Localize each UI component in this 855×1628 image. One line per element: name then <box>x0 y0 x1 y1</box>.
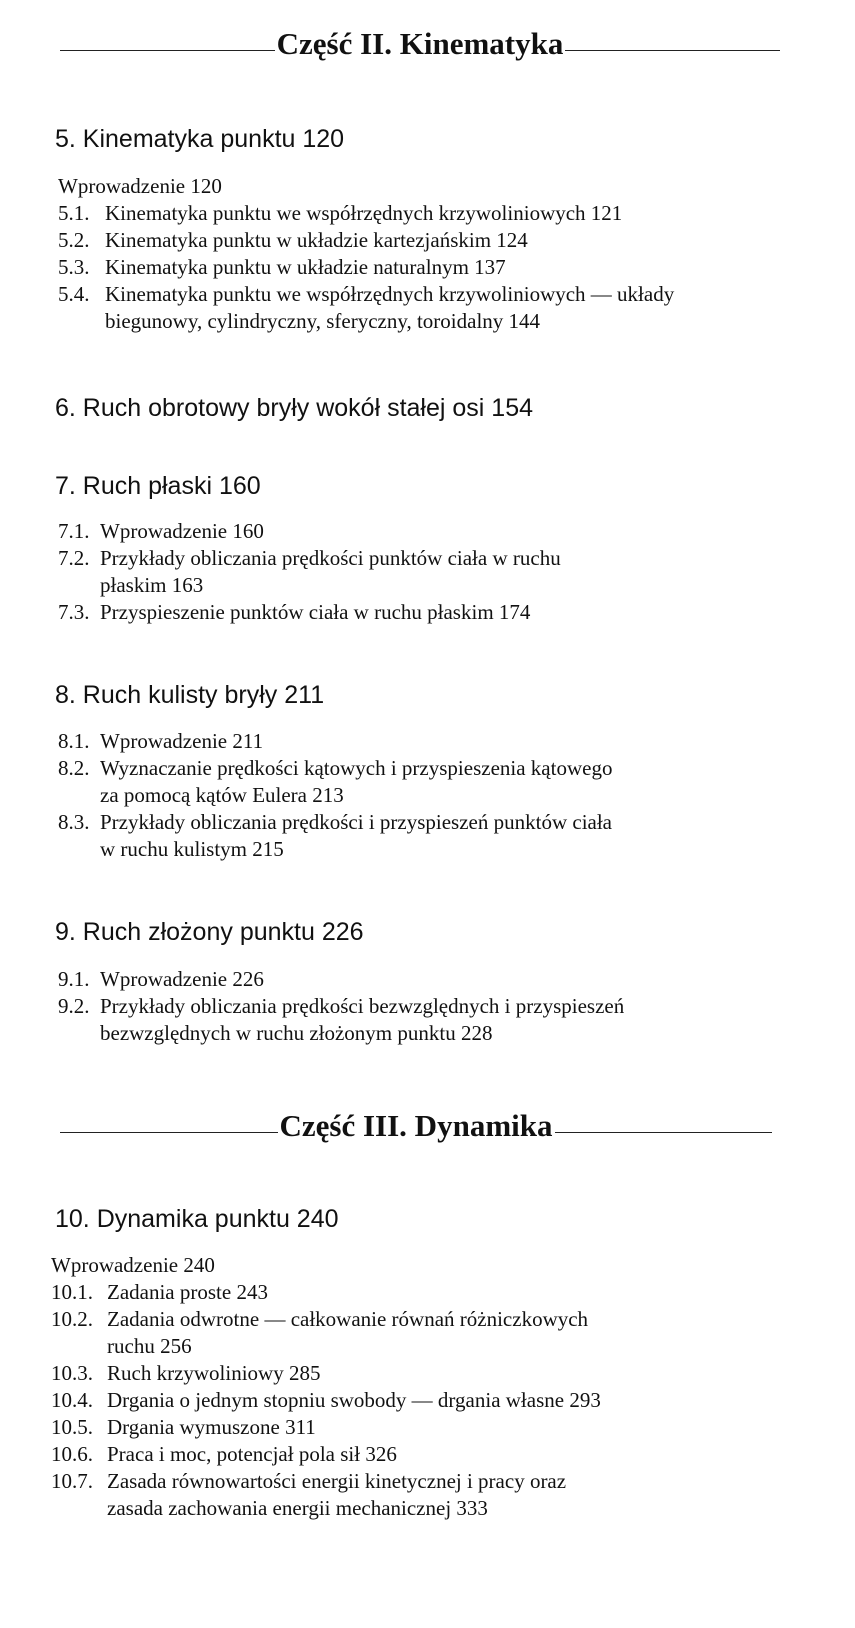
heading-rule-left <box>60 50 275 51</box>
entry-text: Przykłady obliczania prędkości punktów ciała w ruchu <box>100 546 561 570</box>
entry-text: Drgania wymuszone 311 <box>107 1415 316 1439</box>
entry-number: 10.7. <box>51 1469 93 1493</box>
entry-text: Przyspieszenie punktów ciała w ruchu płaskim 174 <box>100 600 531 624</box>
entry-number: 10.2. <box>51 1307 93 1331</box>
entry-text-wrap <box>107 1468 821 1522</box>
chapter-title: 8. Ruch kulisty bryły 211 <box>55 681 325 709</box>
toc-entry <box>58 993 818 1047</box>
entry-number: 8.1. <box>58 729 90 753</box>
entry-text-continued: bezwzględnych w ruchu złożonym punktu 228 <box>100 1021 493 1045</box>
entry-text: Przykłady obliczania prędkości i przyspieszeń punktów ciała <box>100 810 612 834</box>
entry-number: 10.6. <box>51 1442 93 1466</box>
entry-number: 7.3. <box>58 600 90 624</box>
entry-number: 5.1. <box>58 201 90 225</box>
entry-text-wrap <box>107 1306 821 1360</box>
toc-entry <box>58 809 818 863</box>
entry-text-continued: za pomocą kątów Eulera 213 <box>100 783 344 807</box>
chapter-title: 6. Ruch obrotowy bryły wokół stałej osi 154 <box>55 394 534 422</box>
entry-text-continued: zasada zachowania energii mechanicznej 333 <box>107 1496 488 1520</box>
part-heading-kinematyka <box>60 28 780 59</box>
chapter-7-entries <box>58 518 818 626</box>
entry-text: Zadania proste 243 <box>107 1280 268 1304</box>
entry-text-wrap <box>105 281 818 335</box>
toc-entry <box>58 755 818 809</box>
part-title: Część III. Dynamika <box>279 1108 553 1143</box>
entry-number: 9.1. <box>58 967 90 991</box>
entry-number: 9.2. <box>58 994 90 1018</box>
toc-entry <box>51 1441 821 1468</box>
toc-entry <box>58 281 818 335</box>
entry-number: 10.1. <box>51 1280 93 1304</box>
toc-entry <box>58 518 818 545</box>
entry-number: 10.3. <box>51 1361 93 1385</box>
toc-entry <box>51 1414 821 1441</box>
toc-entry <box>58 599 818 626</box>
entry-text: Praca i moc, potencjał pola sił 326 <box>107 1442 397 1466</box>
entry-number: 7.2. <box>58 546 90 570</box>
entry-text: Wprowadzenie 211 <box>100 729 264 753</box>
chapter-10-entries <box>51 1252 821 1522</box>
toc-entry <box>51 1306 821 1360</box>
entry-text: Wyznaczanie prędkości kątowych i przyspieszenia kątowego <box>100 756 613 780</box>
chapter-title: 9. Ruch złożony punktu 226 <box>55 918 364 946</box>
entry-text-continued: biegunowy, cylindryczny, sferyczny, toroidalny 144 <box>105 309 541 333</box>
toc-entry <box>51 1279 821 1306</box>
entry-text-wrap <box>100 545 818 599</box>
chapter-5-entries <box>58 173 818 335</box>
entry-number: 7.1. <box>58 519 90 543</box>
entry-text: Kinematyka punktu we współrzędnych krzywoliniowych 121 <box>105 201 623 225</box>
heading-rule-right <box>555 1132 773 1133</box>
entry-number: 10.4. <box>51 1388 93 1412</box>
entry-text: Ruch krzywoliniowy 285 <box>107 1361 321 1385</box>
entry-number: 8.3. <box>58 810 90 834</box>
toc-entry <box>58 966 818 993</box>
chapter-title: 5. Kinematyka punktu 120 <box>55 125 345 153</box>
entry-number: 5.2. <box>58 228 90 252</box>
entry-text: Zasada równowartości energii kinetycznej i pracy oraz <box>107 1469 567 1493</box>
entry-text: Wprowadzenie 226 <box>100 967 264 991</box>
part-heading-dynamika <box>60 1110 772 1141</box>
toc-entry <box>58 200 818 227</box>
toc-entry <box>51 1468 821 1522</box>
entry-text-continued: płaskim 163 <box>100 573 204 597</box>
entry-number: 5.3. <box>58 255 90 279</box>
toc-entry <box>51 1387 821 1414</box>
entry-text: Przykłady obliczania prędkości bezwzględnych i przyspieszeń <box>100 994 625 1018</box>
entry-number: 10.5. <box>51 1415 93 1439</box>
entry-text-continued: w ruchu kulistym 215 <box>100 837 284 861</box>
heading-rule-left <box>60 1132 278 1133</box>
toc-entry <box>58 728 818 755</box>
toc-entry <box>58 545 818 599</box>
toc-entry <box>58 173 818 200</box>
entry-text: Kinematyka punktu w układzie naturalnym 137 <box>105 255 506 279</box>
entry-text: Wprowadzenie 120 <box>58 174 222 198</box>
entry-text: Zadania odwrotne — całkowanie równań różniczkowych <box>107 1307 589 1331</box>
entry-text-wrap <box>100 993 818 1047</box>
entry-number: 5.4. <box>58 282 90 306</box>
entry-text: Kinematyka punktu w układzie kartezjańskim 124 <box>105 228 528 252</box>
entry-text: Drgania o jednym stopniu swobody — drgania własne 293 <box>107 1388 601 1412</box>
part-title: Część II. Kinematyka <box>276 26 564 61</box>
entry-text-wrap <box>100 809 818 863</box>
entry-text: Wprowadzenie 160 <box>100 519 264 543</box>
chapter-8-entries <box>58 728 818 863</box>
heading-rule-right <box>565 50 780 51</box>
entry-number: 8.2. <box>58 756 90 780</box>
chapter-title: 7. Ruch płaski 160 <box>55 472 261 500</box>
toc-entry <box>58 227 818 254</box>
toc-entry <box>58 254 818 281</box>
chapter-9-entries <box>58 966 818 1047</box>
entry-text: Kinematyka punktu we współrzędnych krzywoliniowych — układy <box>105 282 675 306</box>
toc-entry <box>51 1252 821 1279</box>
entry-text-continued: ruchu 256 <box>107 1334 192 1358</box>
toc-entry <box>51 1360 821 1387</box>
chapter-title: 10. Dynamika punktu 240 <box>55 1205 339 1233</box>
entry-text: Wprowadzenie 240 <box>51 1253 215 1277</box>
entry-text-wrap <box>100 755 818 809</box>
